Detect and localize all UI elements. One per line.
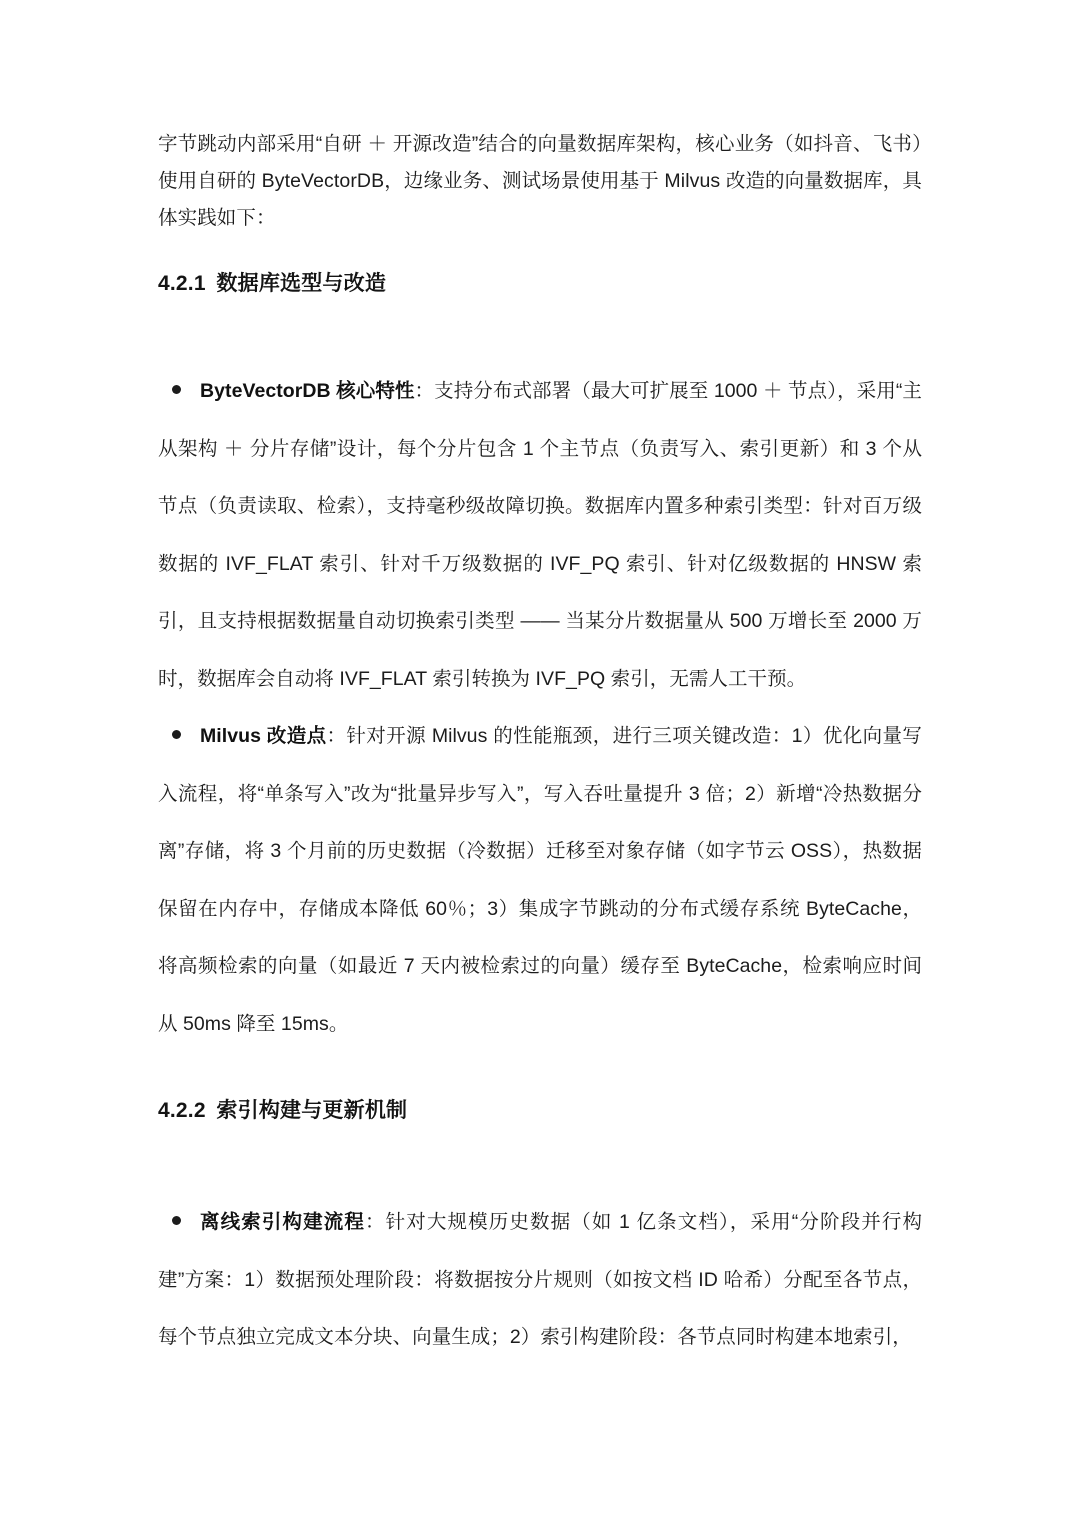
list-item-text [158,708,922,1053]
list-item [158,708,922,1053]
section-heading-4-2-1 [158,237,922,299]
bullet-list-4-2-2 [158,1126,922,1367]
list-item-lead: ByteVectorDB 核心特性 [200,380,415,402]
section-number: 4.2.1 [158,272,206,295]
list-item-text [158,1194,922,1367]
list-item [158,363,922,708]
bullet-dot-icon [172,385,181,394]
bullet-list-4-2-1 [158,299,922,1053]
list-item-body: 针对开源 Milvus 的性能瓶颈，进行三项关键改造：1）优化向量写入流程，将“单条写入”改为“批量异步写入”，写入吞吐量提升 3 倍；2）新增“冷热数据分离”存储，将 3 个月前的历史数据（冷数据）迁移至对象存储（如字节云 OSS），热数据保留在内存中，存储成本降低 60％；3）集成字节跳动的分布式缓存系统 ByteCache，将高频检索的向量（如最近 7 天内被检索过的向量）缓存至 ByteCache，检索响应时间从 50ms 降至 15ms。 [158,725,922,1035]
list-item-separator: ： [414,380,435,402]
list-item-lead: 离线索引构建流程 [200,1211,365,1233]
list-item [158,1194,922,1367]
list-item-lead: Milvus 改造点 [200,725,327,747]
list-item-body: 针对大规模历史数据（如 1 亿条文档），采用“分阶段并行构建”方案：1）数据预处理阶段：将数据按分片规则（如按文档 ID 哈希）分配至各节点，每个节点独立完成文本分块、向量生成；2）索引构建阶段：各节点同时构建本地索引， [158,1211,922,1348]
intro-paragraph: 字节跳动内部采用“自研 ＋ 开源改造”结合的向量数据库架构，核心业务（如抖音、飞书）使用自研的 ByteVectorDB，边缘业务、测试场景使用基于 Milvus 改造的向量数据库，具体实践如下： [158,133,922,229]
list-item-separator: ： [365,1211,386,1233]
list-item-separator: ： [326,725,347,747]
section-title: 索引构建与更新机制 [216,1099,408,1122]
list-item-body: 支持分布式部署（最大可扩展至 1000 ＋ 节点），采用“主从架构 ＋ 分片存储”设计，每个分片包含 1 个主节点（负责写入、索引更新）和 3 个从节点（负责读取、检索），支持毫秒级故障切换。数据库内置多种索引类型：针对百万级数据的 IVF_FLAT 索引、针对千万级数据的 IVF_PQ 索引、针对亿级数据的 HNSW 索引，且支持根据数据量自动切换索引类型 —— 当某分片数据量从 500 万增长至 2000 万时，数据库会自动将 IVF_FLAT 索引转换为 IVF_PQ 索引，无需人工干预。 [158,380,922,690]
bullet-dot-icon [172,1216,181,1225]
section-title: 数据库选型与改造 [216,272,387,295]
list-item-text [158,363,922,708]
bullet-dot-icon [172,730,181,739]
page-content-column [158,0,922,1367]
section-heading-4-2-2 [158,1053,922,1126]
section-number: 4.2.2 [158,1099,206,1122]
